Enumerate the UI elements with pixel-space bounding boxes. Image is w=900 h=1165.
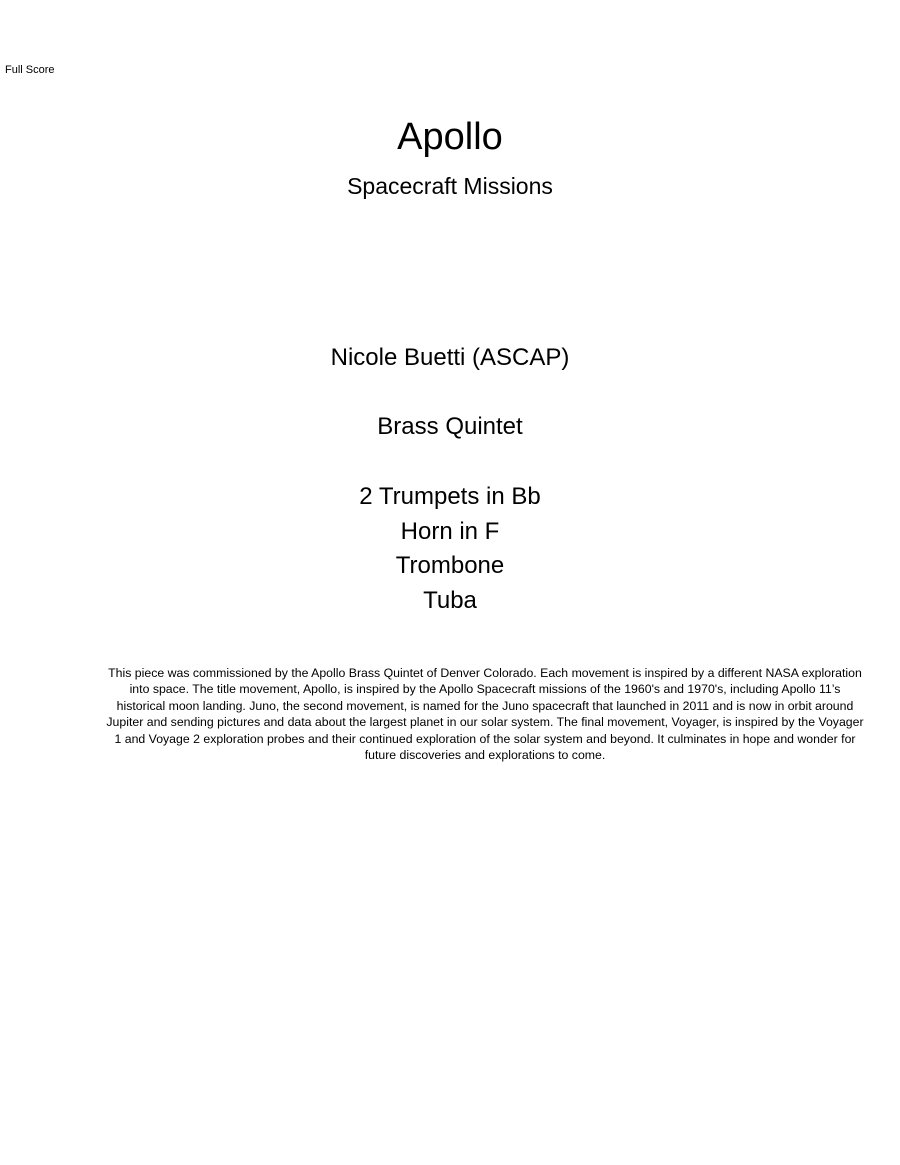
ensemble-name: Brass Quintet [377, 413, 523, 440]
page-subtitle: Spacecraft Missions [347, 173, 553, 199]
program-note: This piece was commissioned by the Apollo Brass Quintet of Denver Colorado. Each movement is inspired by a different NASA exploration into space. The title movement, Apollo, is inspired by the Apollo Spacecraft missions of the 1960's and 1970's, including Apollo 11’s historical moon landing. Juno, the second movement, is named for the Juno spacecraft that launched in 2011 and is now in orbit around Jupiter and sending pictures and data about the largest planet in our solar system. The final movement, Voyager, is inspired by the Voyager 1 and Voyage 2 exploration probes and their continued exploration of the solar system and beyond. It culminates in hope and wonder for future discoveries and explorations to come. [106, 666, 864, 763]
instrument-item: 2 Trumpets in Bb [359, 483, 541, 510]
page-title: Apollo [397, 116, 503, 158]
composer-credit: Nicole Buetti (ASCAP) [330, 344, 570, 371]
full-score-label: Full Score [5, 64, 55, 76]
instrument-item: Tuba [423, 586, 477, 614]
instrument-item: Trombone [395, 552, 505, 580]
instrumentation-list [0, 480, 900, 618]
instrument-item: Horn in F [400, 517, 500, 545]
